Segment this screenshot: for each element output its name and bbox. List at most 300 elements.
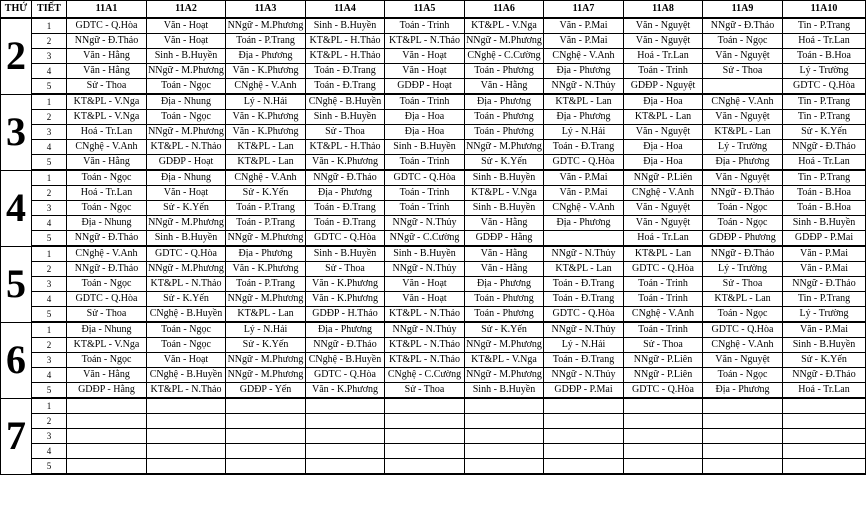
lesson-cell: NNgữ - N.Thủy	[544, 322, 624, 338]
lesson-cell: GDTC - Q.Hòa	[385, 170, 465, 186]
lesson-cell	[147, 398, 226, 414]
lesson-cell: Văn - K.Phương	[226, 125, 306, 140]
lesson-cell: Văn - Hằng	[465, 246, 544, 262]
header-class: 11A5	[385, 1, 465, 19]
lesson-cell: Toán - Phương	[465, 292, 544, 307]
lesson-cell	[226, 459, 306, 475]
lesson-cell: Lý - Trường	[703, 262, 783, 277]
lesson-cell	[465, 459, 544, 475]
lesson-cell: Văn - Hằng	[465, 262, 544, 277]
lesson-cell: Văn - P.Mai	[544, 18, 624, 34]
lesson-cell	[306, 444, 385, 459]
lesson-cell: Toán - Đ.Trang	[306, 201, 385, 216]
lesson-cell: GDTC - Q.Hòa	[544, 155, 624, 171]
period-row	[1, 338, 866, 353]
lesson-cell: Sử - Thoa	[306, 262, 385, 277]
lesson-cell: Địa - Nhung	[147, 94, 226, 110]
lesson-cell: Hoá - Tr.Lan	[783, 155, 866, 171]
period-number: 3	[32, 49, 67, 64]
lesson-cell: Địa - Phương	[465, 94, 544, 110]
period-number: 3	[32, 353, 67, 368]
period-number: 5	[32, 231, 67, 247]
lesson-cell: NNgữ - N.Thủy	[385, 216, 465, 231]
lesson-cell: KT&PL - Lan	[544, 94, 624, 110]
lesson-cell: Sinh - B.Huyền	[306, 110, 385, 125]
lesson-cell: Địa - Phương	[226, 49, 306, 64]
lesson-cell: Văn - K.Phương	[306, 155, 385, 171]
lesson-cell: Văn - K.Phương	[226, 64, 306, 79]
lesson-cell: Toán - Phương	[465, 64, 544, 79]
lesson-cell: KT&PL - N.Thảo	[147, 383, 226, 399]
period-number: 3	[32, 277, 67, 292]
period-number: 5	[32, 155, 67, 171]
lesson-cell: Văn - Hằng	[67, 64, 147, 79]
period-number: 1	[32, 94, 67, 110]
lesson-cell: CNghệ - V.Anh	[703, 338, 783, 353]
lesson-cell: KT&PL - Lan	[624, 110, 703, 125]
lesson-cell: KT&PL - Lan	[544, 262, 624, 277]
lesson-cell: CNghệ - B.Huyền	[147, 368, 226, 383]
header-class: 11A1	[67, 1, 147, 19]
lesson-cell: NNgữ - Đ.Thảo	[783, 277, 866, 292]
lesson-cell: Địa - Phương	[703, 383, 783, 399]
period-number: 2	[32, 186, 67, 201]
lesson-cell: Toán - B.Hoa	[783, 201, 866, 216]
period-row	[1, 110, 866, 125]
lesson-cell: Văn - Nguyệt	[703, 49, 783, 64]
lesson-cell: KT&PL - V.Nga	[67, 94, 147, 110]
lesson-cell: Tin - P.Trang	[783, 170, 866, 186]
lesson-cell: KT&PL - Lan	[703, 125, 783, 140]
lesson-cell: GDTC - Q.Hòa	[544, 307, 624, 323]
lesson-cell: GDTC - Q.Hòa	[67, 292, 147, 307]
lesson-cell: Tin - P.Trang	[783, 18, 866, 34]
lesson-cell: GDTC - Q.Hòa	[624, 262, 703, 277]
lesson-cell: Sử - Thoa	[67, 307, 147, 323]
lesson-cell	[624, 459, 703, 475]
header-period: TIẾT	[32, 1, 67, 19]
lesson-cell	[544, 429, 624, 444]
lesson-cell	[67, 398, 147, 414]
lesson-cell: Toán - Phương	[465, 307, 544, 323]
lesson-cell: Văn - Nguyệt	[624, 34, 703, 49]
lesson-cell: NNgữ - N.Thủy	[544, 246, 624, 262]
lesson-cell: Văn - Nguyệt	[624, 125, 703, 140]
period-number: 4	[32, 140, 67, 155]
lesson-cell	[703, 444, 783, 459]
lesson-cell	[226, 414, 306, 429]
lesson-cell: GDĐP - P.Mai	[544, 383, 624, 399]
lesson-cell: NNgữ - Đ.Thảo	[306, 170, 385, 186]
lesson-cell: CNghệ - V.Anh	[624, 186, 703, 201]
lesson-cell: GDĐP - H.Thảo	[306, 307, 385, 323]
lesson-cell: KT&PL - N.Thảo	[385, 307, 465, 323]
lesson-cell: NNgữ - N.Thủy	[385, 322, 465, 338]
lesson-cell: KT&PL - H.Thảo	[306, 49, 385, 64]
lesson-cell: Văn - Hoạt	[385, 292, 465, 307]
period-row	[1, 383, 866, 399]
lesson-cell: Văn - P.Mai	[783, 262, 866, 277]
lesson-cell: Văn - P.Mai	[783, 246, 866, 262]
lesson-cell: KT&PL - V.Nga	[465, 186, 544, 201]
lesson-cell: Địa - Phương	[544, 110, 624, 125]
lesson-cell: Văn - Hoạt	[147, 186, 226, 201]
lesson-cell: NNgữ - Đ.Thảo	[703, 18, 783, 34]
period-row	[1, 262, 866, 277]
lesson-cell	[226, 429, 306, 444]
lesson-cell	[465, 398, 544, 414]
lesson-cell	[385, 398, 465, 414]
period-number: 2	[32, 262, 67, 277]
lesson-cell	[544, 414, 624, 429]
lesson-cell	[147, 414, 226, 429]
lesson-cell: Văn - Hằng	[465, 79, 544, 95]
lesson-cell	[306, 414, 385, 429]
period-row	[1, 155, 866, 171]
lesson-cell: Văn - K.Phương	[306, 292, 385, 307]
lesson-cell: Toán - Trinh	[624, 64, 703, 79]
lesson-cell: Sử - Thoa	[624, 338, 703, 353]
lesson-cell: Toán - Đ.Trang	[306, 216, 385, 231]
lesson-cell: Văn - K.Phương	[306, 277, 385, 292]
lesson-cell: Sử - Thoa	[67, 79, 147, 95]
lesson-cell: Toán - Ngọc	[67, 201, 147, 216]
lesson-cell: NNgữ - M.Phương	[147, 64, 226, 79]
lesson-cell	[465, 444, 544, 459]
lesson-cell: Địa - Nhung	[67, 216, 147, 231]
lesson-cell: Hoá - Tr.Lan	[67, 186, 147, 201]
lesson-cell: Lý - Trường	[783, 307, 866, 323]
lesson-cell	[624, 444, 703, 459]
lesson-cell	[67, 444, 147, 459]
lesson-cell: NNgữ - Đ.Thảo	[67, 34, 147, 49]
lesson-cell: NNgữ - M.Phương	[465, 34, 544, 49]
lesson-cell: Sử - Thoa	[306, 125, 385, 140]
period-row	[1, 64, 866, 79]
period-row	[1, 79, 866, 95]
lesson-cell: Toán - Đ.Trang	[306, 64, 385, 79]
lesson-cell	[783, 414, 866, 429]
lesson-cell: KT&PL - N.Thảo	[385, 34, 465, 49]
lesson-cell	[624, 414, 703, 429]
period-row	[1, 444, 866, 459]
period-number: 5	[32, 307, 67, 323]
lesson-cell: Văn - Hoạt	[147, 353, 226, 368]
header-class: 11A3	[226, 1, 306, 19]
lesson-cell: Địa - Phương	[306, 186, 385, 201]
period-number: 3	[32, 429, 67, 444]
lesson-cell: Địa - Hoa	[624, 140, 703, 155]
lesson-cell	[703, 459, 783, 475]
lesson-cell: GDTC - Q.Hòa	[703, 322, 783, 338]
header-class: 11A7	[544, 1, 624, 19]
lesson-cell: CNghệ - V.Anh	[544, 201, 624, 216]
lesson-cell: NNgữ - M.Phương	[147, 216, 226, 231]
lesson-cell: Địa - Phương	[544, 64, 624, 79]
lesson-cell: KT&PL - N.Thảo	[147, 140, 226, 155]
lesson-cell: NNgữ - Đ.Thảo	[67, 231, 147, 247]
lesson-cell: NNgữ - P.Liên	[624, 353, 703, 368]
lesson-cell: Toán - P.Trang	[226, 216, 306, 231]
lesson-cell: GDĐP - Hoạt	[385, 79, 465, 95]
lesson-cell: GDTC - Q.Hòa	[783, 79, 866, 95]
lesson-cell: Toán - Ngọc	[703, 216, 783, 231]
lesson-cell: CNghệ - V.Anh	[544, 49, 624, 64]
lesson-cell: Văn - Nguyệt	[624, 216, 703, 231]
lesson-cell	[306, 429, 385, 444]
lesson-cell: Toán - Trinh	[385, 94, 465, 110]
lesson-cell: Sử - Thoa	[385, 383, 465, 399]
lesson-cell: Toán - Đ.Trang	[544, 353, 624, 368]
period-row	[1, 201, 866, 216]
lesson-cell: Lý - N.Hải	[544, 125, 624, 140]
lesson-cell: GDTC - Q.Hòa	[306, 368, 385, 383]
lesson-cell: Sinh - B.Huyền	[465, 170, 544, 186]
lesson-cell: GDTC - Q.Hòa	[306, 231, 385, 247]
lesson-cell: GDĐP - Nguyệt	[624, 79, 703, 95]
lesson-cell: KT&PL - Lan	[624, 246, 703, 262]
lesson-cell: GDĐP - P.Mai	[783, 231, 866, 247]
lesson-cell: Lý - Trường	[703, 140, 783, 155]
lesson-cell: Văn - P.Mai	[544, 170, 624, 186]
lesson-cell	[306, 459, 385, 475]
lesson-cell: CNghệ - V.Anh	[67, 246, 147, 262]
lesson-cell: KT&PL - V.Nga	[67, 338, 147, 353]
period-number: 4	[32, 64, 67, 79]
lesson-cell: Toán - Ngọc	[703, 201, 783, 216]
lesson-cell	[703, 414, 783, 429]
period-number: 4	[32, 216, 67, 231]
lesson-cell: GDTC - Q.Hòa	[147, 246, 226, 262]
lesson-cell: KT&PL - N.Thảo	[385, 353, 465, 368]
day-label: 5	[1, 246, 32, 322]
lesson-cell: Văn - Hoạt	[147, 18, 226, 34]
lesson-cell: Văn - P.Mai	[544, 186, 624, 201]
lesson-cell: CNghệ - B.Huyền	[306, 94, 385, 110]
lesson-cell	[306, 398, 385, 414]
period-number: 2	[32, 34, 67, 49]
lesson-cell	[385, 459, 465, 475]
lesson-cell	[703, 429, 783, 444]
lesson-cell: CNghệ - V.Anh	[703, 94, 783, 110]
period-number: 5	[32, 79, 67, 95]
lesson-cell: NNgữ - M.Phương	[226, 231, 306, 247]
lesson-cell	[624, 429, 703, 444]
lesson-cell: Sử - Thoa	[703, 277, 783, 292]
lesson-cell: NNgữ - M.Phương	[226, 18, 306, 34]
lesson-cell: KT&PL - N.Thảo	[385, 338, 465, 353]
lesson-cell: CNghệ - V.Anh	[226, 170, 306, 186]
lesson-cell	[385, 444, 465, 459]
period-row	[1, 49, 866, 64]
lesson-cell: Hoá - Tr.Lan	[624, 49, 703, 64]
lesson-cell: NNgữ - M.Phương	[465, 368, 544, 383]
lesson-cell: NNgữ - M.Phương	[226, 368, 306, 383]
header-class: 11A8	[624, 1, 703, 19]
lesson-cell: Lý - N.Hải	[544, 338, 624, 353]
lesson-cell: Toán - Ngọc	[147, 338, 226, 353]
lesson-cell: NNgữ - Đ.Thảo	[783, 368, 866, 383]
lesson-cell: Toán - Ngọc	[147, 322, 226, 338]
lesson-cell: Toán - Trinh	[385, 155, 465, 171]
lesson-cell: NNgữ - Đ.Thảo	[703, 186, 783, 201]
lesson-cell	[544, 444, 624, 459]
period-number: 1	[32, 246, 67, 262]
period-number: 4	[32, 292, 67, 307]
lesson-cell: Toán - Đ.Trang	[544, 140, 624, 155]
lesson-cell	[465, 414, 544, 429]
day-label: 2	[1, 18, 32, 94]
period-row	[1, 18, 866, 34]
lesson-cell: Toán - Trinh	[385, 18, 465, 34]
period-row	[1, 398, 866, 414]
lesson-cell: NNgữ - Đ.Thảo	[67, 262, 147, 277]
lesson-cell: GDTC - Q.Hòa	[624, 383, 703, 399]
lesson-cell: Địa - Phương	[226, 246, 306, 262]
lesson-cell: Toán - Ngọc	[67, 353, 147, 368]
lesson-cell: Văn - P.Mai	[544, 34, 624, 49]
lesson-cell: Văn - Hoạt	[385, 277, 465, 292]
lesson-cell: Sinh - B.Huyền	[385, 246, 465, 262]
lesson-cell: GDTC - Q.Hòa	[67, 18, 147, 34]
lesson-cell: Văn - Nguyệt	[624, 201, 703, 216]
lesson-cell: GDĐP - Hằng	[67, 383, 147, 399]
period-row	[1, 277, 866, 292]
lesson-cell	[783, 398, 866, 414]
lesson-cell	[703, 398, 783, 414]
timetable-body	[1, 18, 866, 474]
period-row	[1, 353, 866, 368]
lesson-cell: Sinh - B.Huyền	[465, 383, 544, 399]
period-row	[1, 125, 866, 140]
period-number: 2	[32, 414, 67, 429]
lesson-cell: Toán - Ngọc	[67, 170, 147, 186]
period-number: 5	[32, 459, 67, 475]
lesson-cell: Toán - Trinh	[385, 186, 465, 201]
lesson-cell	[783, 444, 866, 459]
lesson-cell: KT&PL - Lan	[226, 155, 306, 171]
lesson-cell	[544, 459, 624, 475]
lesson-cell: Toán - Trinh	[624, 277, 703, 292]
lesson-cell: CNghệ - B.Huyền	[147, 307, 226, 323]
period-row	[1, 322, 866, 338]
lesson-cell	[147, 459, 226, 475]
lesson-cell: NNgữ - N.Thủy	[385, 262, 465, 277]
period-row	[1, 94, 866, 110]
lesson-cell: Toán - Phương	[465, 110, 544, 125]
lesson-cell: GDĐP - Yến	[226, 383, 306, 399]
lesson-cell: Toán - Ngọc	[147, 79, 226, 95]
period-number: 5	[32, 383, 67, 399]
lesson-cell	[544, 231, 624, 247]
lesson-cell: Sử - K.Yến	[147, 292, 226, 307]
lesson-cell: Toán - Ngọc	[67, 277, 147, 292]
lesson-cell	[783, 459, 866, 475]
lesson-cell: Văn - P.Mai	[783, 322, 866, 338]
lesson-cell	[67, 414, 147, 429]
lesson-cell: Sử - K.Yến	[783, 353, 866, 368]
lesson-cell	[67, 459, 147, 475]
lesson-cell: Sử - K.Yến	[465, 155, 544, 171]
lesson-cell: KT&PL - N.Thảo	[147, 277, 226, 292]
lesson-cell: Toán - Trinh	[624, 322, 703, 338]
lesson-cell: NNgữ - N.Thủy	[544, 368, 624, 383]
day-label: 6	[1, 322, 32, 398]
lesson-cell: Sinh - B.Huyền	[306, 246, 385, 262]
period-row	[1, 429, 866, 444]
period-row	[1, 414, 866, 429]
day-label: 7	[1, 398, 32, 474]
lesson-cell	[385, 414, 465, 429]
lesson-cell: Sinh - B.Huyền	[385, 140, 465, 155]
period-number: 3	[32, 201, 67, 216]
period-row	[1, 140, 866, 155]
lesson-cell	[465, 429, 544, 444]
lesson-cell: KT&PL - Lan	[226, 307, 306, 323]
lesson-cell: Văn - Hằng	[67, 155, 147, 171]
lesson-cell: Địa - Phương	[703, 155, 783, 171]
lesson-cell: CNghệ - B.Huyền	[306, 353, 385, 368]
period-number: 4	[32, 444, 67, 459]
lesson-cell	[226, 444, 306, 459]
lesson-cell: Toán - Trinh	[624, 292, 703, 307]
lesson-cell: Sử - K.Yến	[226, 186, 306, 201]
header-class: 11A10	[783, 1, 866, 19]
lesson-cell: KT&PL - Lan	[226, 140, 306, 155]
lesson-cell: Văn - Hằng	[67, 49, 147, 64]
period-row	[1, 307, 866, 323]
lesson-cell: NNgữ - M.Phương	[147, 125, 226, 140]
lesson-cell: Hoá - Tr.Lan	[624, 231, 703, 247]
lesson-cell: Toán - B.Hoa	[783, 186, 866, 201]
lesson-cell	[226, 398, 306, 414]
lesson-cell	[385, 429, 465, 444]
lesson-cell	[703, 79, 783, 95]
lesson-cell: Sử - K.Yến	[783, 125, 866, 140]
lesson-cell: Toán - Trinh	[385, 201, 465, 216]
lesson-cell: Địa - Nhung	[147, 170, 226, 186]
period-number: 2	[32, 110, 67, 125]
lesson-cell: Toán - P.Trang	[226, 34, 306, 49]
lesson-cell: Văn - K.Phương	[306, 383, 385, 399]
lesson-cell	[147, 444, 226, 459]
lesson-cell: NNgữ - N.Thủy	[544, 79, 624, 95]
period-number: 1	[32, 18, 67, 34]
lesson-cell: Hoá - Tr.Lan	[67, 125, 147, 140]
period-row	[1, 459, 866, 475]
lesson-cell: Sử - K.Yến	[147, 201, 226, 216]
lesson-cell: Sử - K.Yến	[226, 338, 306, 353]
period-row	[1, 34, 866, 49]
lesson-cell: CNghệ - V.Anh	[226, 79, 306, 95]
lesson-cell: Văn - Hoạt	[147, 34, 226, 49]
lesson-cell: Văn - Nguyệt	[703, 353, 783, 368]
header-class: 11A6	[465, 1, 544, 19]
lesson-cell: CNghệ - V.Anh	[624, 307, 703, 323]
lesson-cell: Sinh - B.Huyền	[306, 18, 385, 34]
lesson-cell: Toán - Ngọc	[703, 34, 783, 49]
lesson-cell: Tin - P.Trang	[783, 94, 866, 110]
header-class: 11A9	[703, 1, 783, 19]
lesson-cell: Địa - Phương	[306, 322, 385, 338]
lesson-cell: Văn - K.Phương	[226, 110, 306, 125]
lesson-cell: GDĐP - Hằng	[465, 231, 544, 247]
lesson-cell: Tin - P.Trang	[783, 110, 866, 125]
lesson-cell: Lý - Trường	[783, 64, 866, 79]
period-row	[1, 246, 866, 262]
lesson-cell: NNgữ - C.Cường	[385, 231, 465, 247]
lesson-cell: KT&PL - V.Nga	[67, 110, 147, 125]
